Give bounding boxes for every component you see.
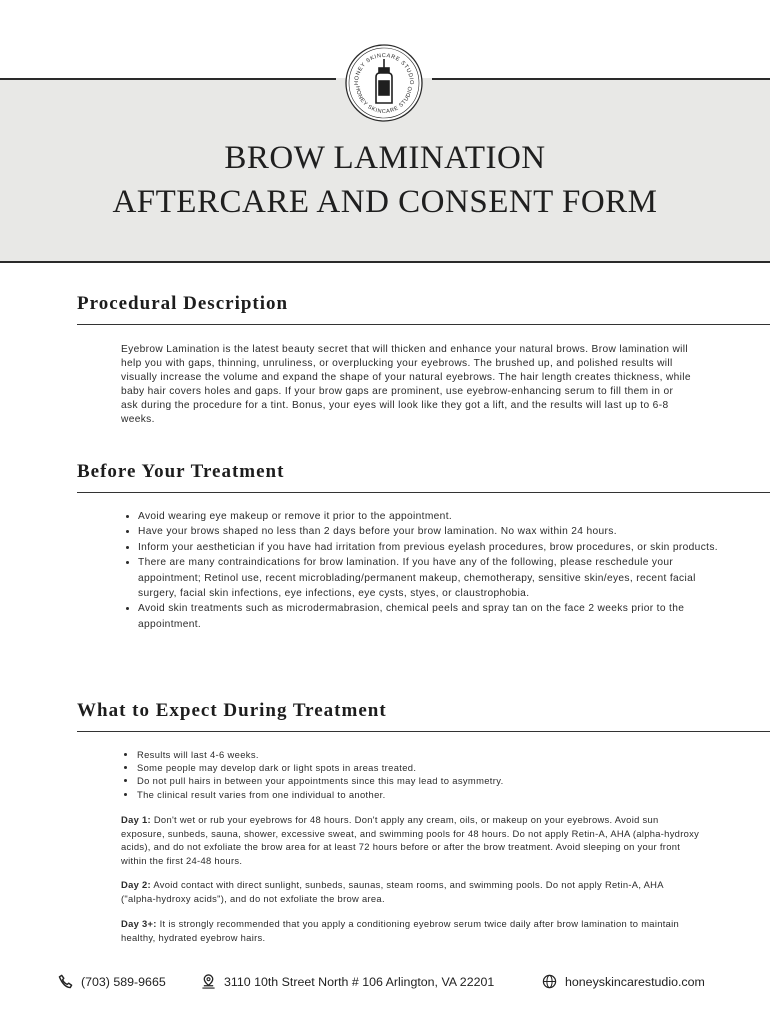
footer-phone — [58, 974, 166, 989]
form-title-line-2: AFTERCARE AND CONSENT FORM — [112, 184, 658, 220]
day-1-text: Don't wet or rub your eyebrows for 48 hours. Don't apply any cream, oils, or makeup on your eyebrows. Avoid sun exposure, sunbeds, sauna, shower, excessive sweat, and swimming pools for 48 hours. Do not apply Retin-A, AHA (alpha-hydroxy acids), and do not exfoliate the brow area for at least 72 hours before or after the brow treatment. Avoid sleeping on your front within the first 24-48 hours. — [121, 814, 700, 866]
phone-number[interactable]: (703) 589-9665 — [81, 974, 166, 989]
list-item: • Have your brows shaped no less than 2 days before your brow lamination. No wax within 24 hours. — [138, 524, 718, 539]
during-list — [121, 748, 707, 801]
procedural-rule — [77, 324, 770, 325]
procedural-heading: Procedural Description — [77, 293, 289, 314]
banner-top-rule-right — [432, 78, 770, 80]
form-title-line-1: BROW LAMINATION — [224, 140, 546, 176]
before-list — [121, 509, 718, 632]
list-item: • Inform your aesthetician if you have had irritation from previous eyelash procedures, brow procedures, or skin products. — [138, 540, 718, 555]
day-3-instructions — [121, 917, 701, 944]
location-pin-icon — [201, 974, 216, 989]
before-rule — [77, 492, 770, 493]
list-item: • There are many contraindications for brow lamination. If you have any of the following, please reschedule your appointment; Retinol use, recent microblading/permanent makeup, chemotherapy, sensitive skin/eyes, recent facial surgery, facial skin infections, eye infections, eye cysts, styes, or claustrophobia. — [138, 555, 718, 601]
footer-contact — [58, 974, 748, 996]
phone-icon — [58, 974, 73, 989]
footer-website — [542, 974, 705, 989]
day-3-text: It is strongly recommended that you apply a conditioning eyebrow serum twice daily after brow lamination to maintain healthy, hydrated eyebrow hairs. — [121, 918, 680, 943]
procedural-body: Eyebrow Lamination is the latest beauty secret that will thicken and enhance your natural brows. Brow lamination will help you with gaps, thinning, unruliness, or overplucking your eyebrows. The brushed up, and polished results will visually increase the volume and expand the shape of your natural eyebrows. The hair length creates thickness, while baby hair covers holes and gaps. If your brow gaps are prominent, use eyebrow-enhancing serum to fill them in or ask during the procedure for a tint. Bonus, your eyes will look like they got a lift, and the results will last up to 6-8 weeks. — [121, 344, 691, 425]
day-2-instructions — [121, 878, 701, 905]
day-2-text: Avoid contact with direct sunlight, sunbeds, saunas, steam rooms, and swimming pools. Do not apply Retin-A, AHA ("alpha-hydroxy acids"), and do not exfoliate the brow area. — [121, 879, 664, 904]
during-rule — [77, 731, 770, 732]
list-item: • The clinical result varies from one individual to another. — [137, 788, 707, 801]
footer-address — [201, 974, 494, 989]
before-heading: Before Your Treatment — [77, 461, 285, 482]
seal-text-top: HONEY SKINCARE STUDIO — [353, 52, 415, 86]
list-item: • Avoid skin treatments such as microdermabrasion, chemical peels and spray tan on the face 2 weeks prior to the appointment. — [138, 601, 718, 632]
list-item: • Results will last 4-6 weeks. — [137, 748, 707, 761]
list-item: • Do not pull hairs in between your appointments since this may lead to asymmetry. — [137, 774, 707, 787]
globe-icon — [542, 974, 557, 989]
banner-bottom-rule — [0, 261, 770, 263]
studio-seal-logo — [344, 43, 424, 123]
during-heading: What to Expect During Treatment — [77, 700, 387, 721]
street-address: 3110 10th Street North # 106 Arlington, VA 22201 — [224, 974, 495, 989]
seal-text-bottom: HONEY SKINCARE STUDIO — [353, 85, 415, 116]
list-item: • Avoid wearing eye makeup or remove it prior to the appointment. — [138, 509, 718, 524]
list-item: • Some people may develop dark or light spots in areas treated. — [137, 761, 707, 774]
website-link[interactable]: honeyskincarestudio.com — [565, 974, 705, 989]
day-1-label: Day 1: — [121, 814, 151, 825]
day-2-label: Day 2: — [121, 879, 151, 890]
day-3-label: Day 3+: — [121, 918, 157, 929]
banner-top-rule-left — [0, 78, 336, 80]
day-1-instructions — [121, 813, 701, 867]
